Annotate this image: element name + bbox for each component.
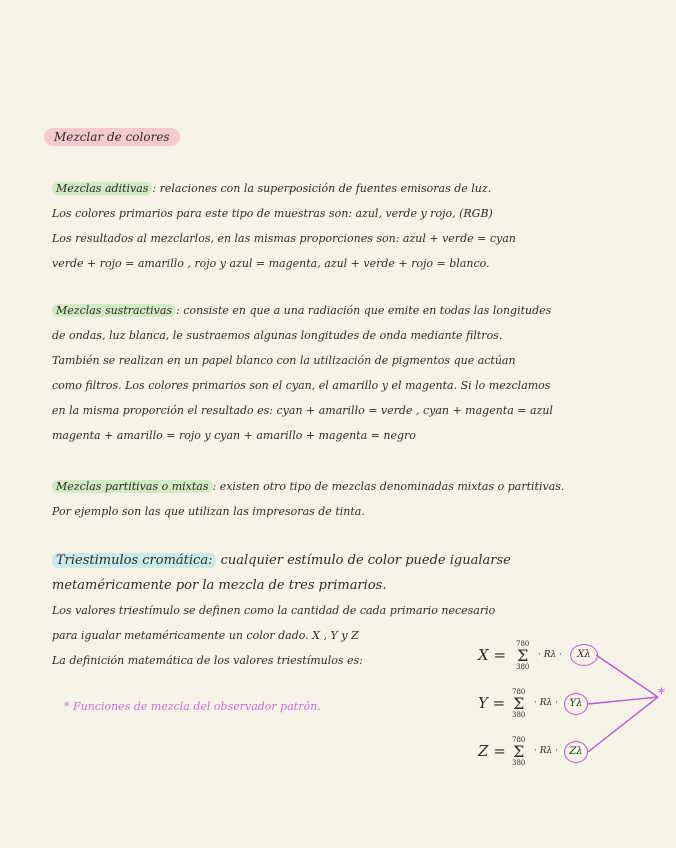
section-subtractive-line-6: magenta + amarillo = rojo y cyan + amarillo + magenta = negro xyxy=(52,429,416,442)
page-title: Mezclar de colores xyxy=(44,128,180,146)
section-tristimulus-line-5: La definición matemática de los valores triestímulos es: xyxy=(52,654,363,667)
section-subtractive-line-5: en la misma proporción el resultado es: cyan + amarillo = verde , cyan + magenta = azul xyxy=(52,404,553,417)
section-tristimulus-line-1: Triestimulos cromática: cualquier estímulo de color puede igualarse xyxy=(52,548,632,573)
section-partitive-line-2: Por ejemplo son las que utilizan las impresoras de tinta. xyxy=(52,505,365,518)
section-tristimulus-line-2: metaméricamente por la mezcla de tres primarios. xyxy=(52,578,387,593)
section-additive-line-3: Los resultados al mezclarlos, en las mismas proporciones son: azul + verde = cyan xyxy=(52,232,516,245)
section-subtractive xyxy=(52,298,632,448)
section-subtractive-line-2: de ondas, luz blanca, le sustraemos algunas longitudes de onda mediante filtros. xyxy=(52,329,503,342)
section-tristimulus-line-3: Los valores triestímulo se definen como la cantidad de cada primario necesario xyxy=(52,604,496,617)
formula-y-lhs: Y = xyxy=(478,694,506,712)
section-tristimulus-line-4: para igualar metaméricamente un color dado. X , Y y Z xyxy=(52,629,359,642)
formula-z-r: · Rλ · xyxy=(534,746,558,756)
formula-x-function: Xλ xyxy=(570,644,598,666)
star-mark: * xyxy=(658,686,665,702)
section-tristimulus-heading: Triestimulos cromática: xyxy=(52,553,216,568)
section-partitive-heading: Mezclas partitivas o mixtas xyxy=(52,480,213,493)
formula-y-function: Yλ xyxy=(564,693,588,715)
section-partitive xyxy=(52,474,632,524)
observer-note: * Funciones de mezcla del observador patrón. xyxy=(64,700,321,713)
formula-y-sum: 780 Σ 380 xyxy=(512,688,526,719)
formula-x-r: · Rλ · xyxy=(538,650,562,660)
section-additive-heading: Mezclas aditivas xyxy=(52,182,152,195)
formula-z-lhs: Z = xyxy=(478,742,506,760)
formula-x-sum: 780 Σ 380 xyxy=(516,640,530,671)
section-additive-line-4: verde + rojo = amarillo , rojo y azul = magenta, azul + verde + rojo = blanco. xyxy=(52,257,490,270)
section-additive xyxy=(52,176,632,276)
formula-z-function: Zλ xyxy=(564,741,588,763)
formula-y-r: · Rλ · xyxy=(534,698,558,708)
formula-z-sum: 780 Σ 380 xyxy=(512,736,526,767)
section-subtractive-line-4: como filtros. Los colores primarios son el cyan, el amarillo y el magenta. Si lo mezclamos xyxy=(52,379,551,392)
section-subtractive-line-1: Mezclas sustractivas : consiste en que a una radiación que emite en todas las longitudes xyxy=(52,298,632,323)
section-additive-line-1: Mezclas aditivas : relaciones con la superposición de fuentes emisoras de luz. xyxy=(52,176,632,201)
section-partitive-line-1: Mezclas partitivas o mixtas : existen otro tipo de mezclas denominadas mixtas o partitivas. xyxy=(52,474,632,499)
tristimulus-formulas xyxy=(476,640,676,780)
section-subtractive-line-3: También se realizan en un papel blanco con la utilización de pigmentos que actúan xyxy=(52,354,516,367)
formula-x-lhs: X = xyxy=(478,646,507,664)
section-subtractive-heading: Mezclas sustractivas xyxy=(52,304,176,317)
section-additive-line-2: Los colores primarios para este tipo de muestras son: azul, verde y rojo, (RGB) xyxy=(52,207,493,220)
